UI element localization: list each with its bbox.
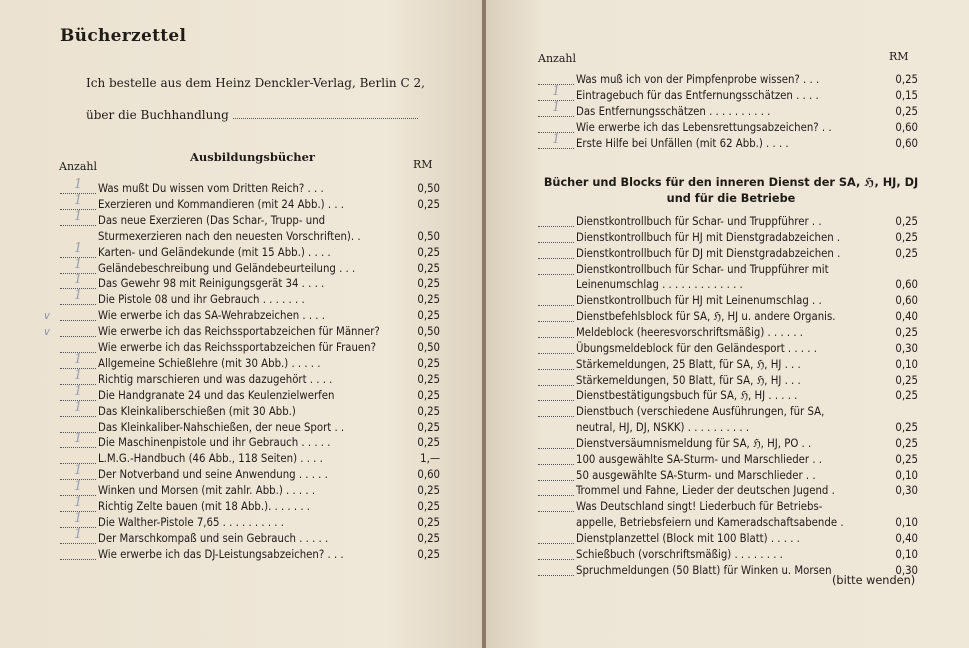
- handwritten-tick: v: [44, 325, 50, 339]
- item-title: Spruchmeldungen (50 Blatt) für Winken u. Morsen: [576, 563, 832, 577]
- item-price: 0,50: [417, 325, 440, 339]
- item-price: 1,—: [420, 452, 440, 466]
- item-price: 0,30: [895, 484, 918, 498]
- currency-header: RM: [413, 158, 433, 171]
- item-title: Das Entfernungsschätzen . . . . . . . . . .: [576, 104, 771, 118]
- item-title: Die Handgranate 24 und das Keulenzielwerfen: [98, 388, 335, 402]
- list-item: [60, 495, 444, 515]
- item-price: 0,25: [417, 531, 440, 545]
- list-item: [538, 120, 918, 136]
- item-price: 0,25: [417, 356, 440, 370]
- quantity-blank[interactable]: [60, 308, 96, 321]
- list-item: [44, 324, 444, 340]
- item-title: Allgemeine Schießlehre (mit 30 Abb.) . . . . .: [98, 356, 321, 370]
- list-item: [60, 510, 444, 531]
- item-title: Dienstkontrollbuch für DJ mit Dienstgradabzeichen .: [576, 246, 841, 260]
- item-title: Dienstkontrollbuch für Schar- und Truppführer mit: [576, 262, 829, 276]
- item-title: Dienstversäumnismeldung für SA, ℌ, HJ, PO . .: [576, 436, 812, 450]
- list-item: [60, 479, 444, 499]
- list-item: [538, 246, 918, 262]
- list-item: [60, 431, 444, 451]
- list-item: [60, 256, 444, 277]
- item-price: 0,25: [417, 404, 440, 418]
- item-title: Meldeblock (heeresvorschriftsmäßig) . . . . . .: [576, 325, 804, 339]
- item-price: 0,25: [895, 246, 918, 260]
- item-price: 0,25: [417, 547, 440, 561]
- quantity-blank[interactable]: [538, 214, 574, 227]
- list-item: [60, 351, 444, 372]
- handwritten-quantity: 1: [74, 399, 83, 415]
- list-item: [60, 463, 444, 483]
- item-price: 0,50: [417, 341, 440, 354]
- item-price: 0,25: [417, 388, 440, 402]
- list-item: [538, 99, 918, 120]
- item-title: Das Kleinkaliberschießen (mit 30 Abb.): [98, 404, 296, 418]
- item-price: 0,25: [895, 436, 918, 450]
- left-item-list: [44, 177, 444, 571]
- quantity-blank[interactable]: [538, 547, 574, 560]
- item-price: 0,25: [895, 215, 918, 228]
- item-title: Der Marschkompaß und sein Gebrauch . . . . .: [98, 531, 329, 545]
- item-price: 0,25: [417, 372, 440, 386]
- item-title: Dienstkontrollbuch für Schar- und Truppführer . .: [576, 215, 822, 228]
- order-text-2: über die Buchhandlung: [86, 108, 229, 122]
- item-price: 0,60: [895, 278, 918, 292]
- list-item: [538, 341, 918, 357]
- list-item: [538, 262, 918, 278]
- item-title: Die Maschinenpistole und ihr Gebrauch . . . . .: [98, 436, 331, 450]
- item-title: Winken und Morsen (mit zahlr. Abb.) . . . . .: [98, 484, 316, 498]
- left-page: [0, 0, 482, 648]
- item-price: 0,25: [895, 421, 918, 435]
- quantity-blank[interactable]: [538, 262, 574, 275]
- item-title: Dienstplanzettel (Block mit 100 Blatt) . . . . .: [576, 532, 800, 545]
- item-price: 0,25: [417, 309, 440, 323]
- item-title: Wie erwerbe ich das DJ-Leistungsabzeichen? . . .: [98, 547, 344, 561]
- item-price: 0,25: [417, 293, 440, 307]
- please-turn-note: (bitte wenden): [832, 574, 916, 587]
- item-price: 0,25: [895, 230, 918, 244]
- list-item: [60, 451, 444, 467]
- list-item: [538, 230, 918, 246]
- item-title: Was Deutschland singt! Liederbuch für Betriebs-: [576, 500, 823, 514]
- item-title: Übungsmeldeblock für den Geländesport . . . . .: [576, 341, 817, 355]
- handwritten-quantity: 1: [74, 208, 83, 224]
- list-item: [538, 483, 918, 499]
- list-item: [538, 131, 918, 152]
- handwritten-quantity: 1: [74, 351, 83, 367]
- quantity-blank[interactable]: [538, 483, 574, 496]
- list-item: [538, 357, 918, 373]
- item-price: 0,10: [895, 468, 918, 482]
- quantity-blank[interactable]: [538, 341, 574, 354]
- item-title: Die Pistole 08 und ihr Gebrauch . . . . . . .: [98, 293, 305, 307]
- quantity-blank[interactable]: [538, 230, 574, 243]
- right-page: [486, 0, 969, 648]
- list-item: [538, 499, 918, 515]
- list-item: [60, 229, 444, 245]
- handwritten-quantity: 1: [74, 367, 83, 383]
- item-price: 0,25: [417, 277, 440, 291]
- item-title: Wie erwerbe ich das Reichssportabzeichen für Frauen?: [98, 341, 377, 354]
- list-item: [60, 399, 444, 420]
- item-title: Trommel und Fahne, Lieder der deutschen Jugend .: [576, 484, 835, 498]
- item-price: 0,10: [895, 357, 918, 371]
- item-price: 0,30: [895, 341, 918, 355]
- item-price: 0,25: [417, 500, 440, 513]
- list-item: [538, 277, 918, 293]
- quantity-blank[interactable]: [538, 309, 574, 322]
- order-text-1: Ich bestelle aus dem Heinz Denckler-Verlag, Berlin C 2,: [86, 76, 425, 90]
- right-top-item-list: [538, 72, 918, 152]
- item-title: Dienstkontrollbuch für HJ mit Leinenumschlag . .: [576, 294, 822, 308]
- item-title: Dienstbuch (verschiedene Ausführungen, für SA,: [576, 405, 825, 419]
- item-price: 0,25: [417, 261, 440, 275]
- item-price: 0,25: [895, 452, 918, 466]
- quantity-blank[interactable]: [538, 531, 574, 544]
- quantity-blank[interactable]: [60, 547, 96, 560]
- section-heading: Ausbildungsbücher: [190, 150, 315, 164]
- item-title: Dienstkontrollbuch für HJ mit Dienstgradabzeichen .: [576, 230, 841, 244]
- section-heading-duty-1: Bücher und Blocks für den inneren Dienst der SA, ℌ, HJ, DJ: [543, 176, 919, 189]
- list-item: [538, 436, 918, 452]
- item-title: Die Walther-Pistole 7,65 . . . . . . . . . .: [98, 515, 284, 529]
- list-item: [538, 72, 918, 88]
- item-price: 0,25: [895, 325, 918, 339]
- handwritten-quantity: 1: [74, 288, 83, 304]
- item-title: Das Kleinkaliber-Nahschießen, der neue Sport . .: [98, 420, 345, 434]
- list-item: [60, 240, 444, 261]
- list-item: [60, 526, 444, 547]
- quantity-blank[interactable]: [538, 373, 574, 386]
- right-item-list: [538, 214, 918, 579]
- item-title: Eintragebuch für das Entfernungsschätzen . . . .: [576, 88, 819, 102]
- list-item: [60, 340, 444, 356]
- item-title: Schießbuch (vorschriftsmäßig) . . . . . . . .: [576, 547, 783, 561]
- quantity-blank[interactable]: [538, 468, 574, 481]
- quantity-blank[interactable]: [538, 246, 574, 259]
- item-title: Sturmexerzieren nach den neuesten Vorschriften). .: [98, 229, 361, 243]
- item-title: Was mußt Du wissen vom Dritten Reich? . . .: [98, 182, 324, 195]
- handwritten-quantity: 1: [74, 463, 83, 479]
- quantity-blank[interactable]: [538, 452, 574, 465]
- list-item: [538, 309, 918, 325]
- item-title: Das Gewehr 98 mit Reinigungsgerät 34 . . . .: [98, 277, 325, 291]
- item-price: 0,25: [417, 197, 440, 211]
- page-title: Bücherzettel: [60, 26, 187, 46]
- order-line-publisher: [86, 76, 425, 90]
- item-price: 0,25: [417, 245, 440, 259]
- order-line-bookshop: [86, 108, 418, 122]
- quantity-blank[interactable]: [538, 436, 574, 449]
- item-title: Dienstbestätigungsbuch für SA, ℌ, HJ . . . . .: [576, 389, 798, 403]
- quantity-blank[interactable]: [538, 404, 574, 417]
- item-title: 100 ausgewählte SA-Sturm- und Marschlieder . .: [576, 452, 823, 466]
- list-item: [538, 388, 918, 404]
- item-title: Stärkemeldungen, 50 Blatt, für SA, ℌ, HJ . . .: [576, 373, 801, 387]
- item-price: 0,40: [895, 532, 918, 545]
- item-price: 0,25: [895, 73, 918, 86]
- item-title: Karten- und Geländekunde (mit 15 Abb.) . . . .: [98, 245, 331, 259]
- quantity-blank[interactable]: [538, 563, 574, 576]
- item-title: Wie erwerbe ich das SA-Wehrabzeichen . . . .: [98, 309, 325, 323]
- item-title: Dienstbefehlsblock für SA, ℌ, HJ u. andere Organis.: [576, 310, 836, 324]
- handwritten-quantity: 1: [74, 272, 83, 288]
- item-title: Exerzieren und Kommandieren (mit 24 Abb.) . . .: [98, 197, 344, 211]
- item-title: Stärkemeldungen, 25 Blatt, für SA, ℌ, HJ . . .: [576, 357, 801, 371]
- item-price: 0,60: [895, 136, 918, 150]
- list-item: [538, 547, 918, 563]
- quantity-blank[interactable]: [60, 324, 96, 337]
- item-price: 0,25: [417, 420, 440, 434]
- item-price: 0,15: [895, 88, 918, 102]
- handwritten-quantity: 1: [552, 99, 561, 115]
- item-price: 0,25: [417, 484, 440, 498]
- handwritten-quantity: 1: [74, 256, 83, 272]
- item-title: Wie erwerbe ich das Lebensrettungsabzeichen? . .: [576, 120, 832, 134]
- bookshop-blank[interactable]: [233, 109, 418, 119]
- item-title: neutral, HJ, DJ, NSKK) . . . . . . . . . .: [576, 421, 750, 435]
- list-item: [44, 308, 444, 324]
- item-price: 0,30: [895, 563, 918, 577]
- item-title: L.M.G.-Handbuch (46 Abb., 118 Seiten) . . . .: [98, 452, 323, 466]
- item-title: 50 ausgewählte SA-Sturm- und Marschlieder . .: [576, 468, 816, 482]
- handwritten-quantity: 1: [74, 192, 83, 208]
- handwritten-quantity: 1: [74, 495, 83, 510]
- list-item: [538, 325, 918, 341]
- handwritten-quantity: 1: [74, 479, 83, 495]
- list-item: [538, 531, 918, 547]
- item-price: 0,10: [895, 547, 918, 561]
- list-item: [538, 293, 918, 309]
- list-item: [538, 420, 918, 436]
- handwritten-quantity: 1: [74, 510, 83, 526]
- section-heading-duty-2: und für die Betriebe: [666, 192, 796, 205]
- handwritten-quantity: 1: [74, 526, 83, 542]
- item-price: 0,50: [417, 229, 440, 243]
- list-item: [538, 515, 918, 531]
- list-item: [60, 547, 444, 563]
- handwritten-quantity: 1: [552, 131, 561, 147]
- item-price: 0,60: [895, 120, 918, 134]
- item-title: Erste Hilfe bei Unfällen (mit 62 Abb.) . . . .: [576, 136, 789, 150]
- item-price: 0,25: [417, 436, 440, 450]
- list-item: [538, 214, 918, 230]
- handwritten-quantity: 1: [74, 177, 83, 192]
- item-title: Leinenumschlag . . . . . . . . . . . . .: [576, 278, 743, 292]
- handwritten-tick: v: [44, 309, 50, 323]
- item-title: Der Notverband und seine Anwendung . . . . .: [98, 468, 328, 482]
- list-item: [538, 373, 918, 389]
- quantity-blank[interactable]: [538, 357, 574, 370]
- handwritten-quantity: 1: [552, 83, 561, 99]
- item-title: Was muß ich von der Pimpfenprobe wissen? . . .: [576, 73, 820, 86]
- item-price: 0,10: [895, 516, 918, 530]
- list-item: [538, 404, 918, 420]
- item-title: Das neue Exerzieren (Das Schar-, Trupp- und: [98, 213, 326, 227]
- handwritten-quantity: 1: [74, 431, 83, 447]
- list-item: [538, 468, 918, 484]
- item-title: Richtig Zelte bauen (mit 18 Abb.). . . . . . .: [98, 500, 311, 513]
- item-price: 0,25: [895, 389, 918, 403]
- quantity-blank[interactable]: [538, 293, 574, 306]
- item-title: appelle, Betriebsfeiern und Kameradschaftsabende .: [576, 516, 844, 530]
- quantity-blank[interactable]: [538, 388, 574, 401]
- quantity-blank[interactable]: [538, 499, 574, 512]
- list-item: [60, 177, 444, 197]
- list-item: [60, 383, 444, 404]
- item-price: 0,25: [417, 515, 440, 529]
- list-item: [538, 83, 918, 104]
- handwritten-quantity: 1: [74, 240, 83, 256]
- list-item: [538, 452, 918, 468]
- item-price: 0,50: [417, 182, 440, 195]
- list-item: [60, 272, 444, 292]
- list-item: [60, 367, 444, 388]
- item-title: Richtig marschieren und was dazugehört . . . .: [98, 372, 333, 386]
- item-title: Wie erwerbe ich das Reichssportabzeichen für Männer?: [98, 325, 380, 339]
- item-price: 0,60: [417, 468, 440, 482]
- item-price: 0,60: [895, 294, 918, 308]
- item-price: 0,25: [895, 104, 918, 118]
- item-price: 0,40: [895, 310, 918, 324]
- count-header-right: Anzahl: [538, 52, 576, 65]
- list-item: [60, 208, 444, 229]
- list-item: [60, 420, 444, 436]
- list-item: [60, 288, 444, 308]
- item-price: 0,25: [895, 373, 918, 387]
- list-item: [60, 192, 444, 213]
- item-title: Geländebeschreibung und Geländebeurteilung . . .: [98, 261, 356, 275]
- quantity-blank[interactable]: [538, 325, 574, 338]
- handwritten-quantity: 1: [74, 383, 83, 399]
- currency-header-right: RM: [889, 50, 909, 63]
- count-header: Anzahl: [59, 160, 97, 173]
